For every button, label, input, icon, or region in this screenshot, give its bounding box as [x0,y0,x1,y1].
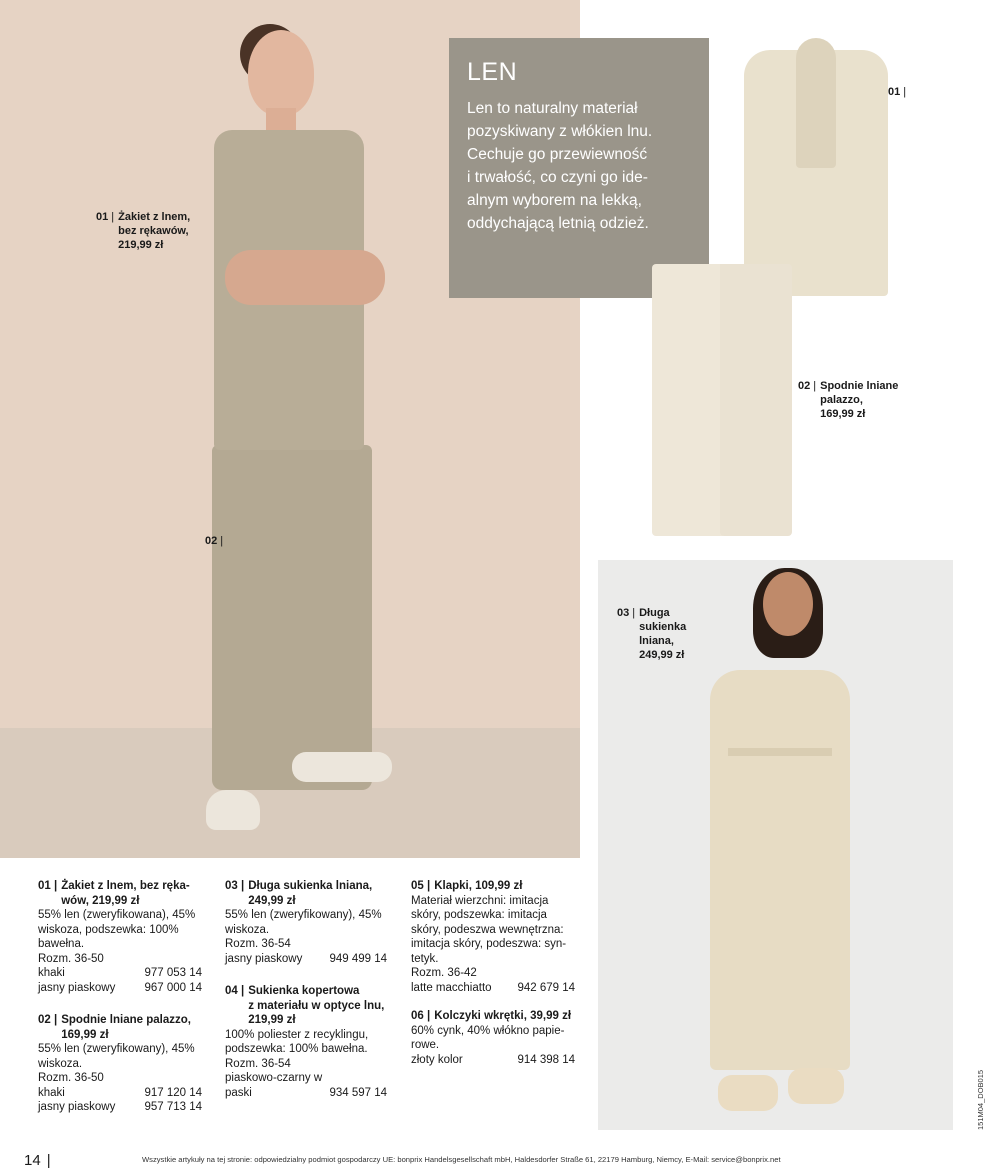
product-detail: 55% len (zweryfikowany), 45% [225,909,382,921]
info-line: i trwałość, co czyni go ide- [467,169,648,186]
trousers-product-image [652,264,792,538]
callout-line: 249,99 zł [639,649,685,661]
page-number-value: 14 [24,1152,41,1169]
callout-line: Spodnie lniane [820,380,899,392]
callout-divider: | [111,211,115,223]
product-number: 04 | [225,985,245,997]
product-detail: wiskoza. [38,1057,83,1070]
product-detail: skóry, podszewka: imitacja [411,909,547,921]
info-line: pozyskiwany z włókien lnu. [467,123,653,140]
product-title: Klapki, 109,99 zł [434,880,523,892]
product-heading [411,1009,575,1024]
dress-model-sandal-right [788,1068,844,1104]
info-line: oddychającą letnią odzież. [467,215,649,232]
product-variant: jasny piaskowy 957 713 14 [38,1101,202,1113]
catalog-code: 151M04_DOB015 [976,1069,985,1130]
product-description-05 [411,879,575,995]
info-box-title: LEN [467,58,518,86]
dress-belt [728,748,832,756]
product-detail: 60% cynk, 40% włókno papie- [411,1024,565,1037]
callout-trousers-left [205,534,227,548]
product-number: 05 | [411,880,431,892]
info-line: Len to naturalny materiał [467,100,638,117]
product-detail: wiskoza. [225,923,270,936]
product-heading [411,879,575,894]
product-number: 01 | [38,880,58,892]
product-detail: podszewka: 100% bawełna. [225,1043,368,1055]
product-heading [225,984,387,1028]
callout-number: 02 [798,380,811,392]
model-sandal-left [206,790,260,830]
product-description-03 [225,879,387,966]
product-detail: bawełna. [38,938,85,950]
page-number-divider: | [46,1152,51,1169]
callout-divider: | [220,535,224,547]
product-variant: jasny piaskowy 949 499 14 [225,952,387,965]
product-heading [225,879,387,908]
product-title: Spodnie lniane palazzo, 169,99 zł [61,1014,191,1041]
callout-trousers-product [798,379,898,421]
linen-dress [710,670,850,1070]
model-crossed-arms [225,250,385,305]
vest-collar [796,38,836,168]
description-column-2 [225,879,387,1114]
product-title: Kolczyki wkrętki, 39,99 zł [434,1010,572,1022]
product-size: Rozm. 36-54 [225,938,291,950]
product-detail: 55% len (zweryfikowany), 45% [38,1043,195,1055]
product-size: Rozm. 36-42 [411,967,477,979]
callout-dress [617,606,686,662]
product-detail: piaskowo-czarny w [225,1072,323,1084]
product-detail: 100% poliester z recyklingu, [225,1028,369,1041]
product-title: Długa sukienka lniana, 249,99 zł [248,880,373,907]
callout-line: Żakiet z lnem, [118,211,191,223]
linen-info-box [449,38,709,298]
product-variant: złoty kolor 914 398 14 [411,1053,575,1066]
product-variant: jasny piaskowy 967 000 14 [38,981,202,994]
callout-divider: | [813,380,817,392]
product-detail: tetyk. [411,952,439,965]
model-linen-trousers [212,445,372,790]
model-sandal-right [292,752,392,782]
product-detail: 55% len (zweryfikowana), 45% [38,909,196,921]
callout-line: palazzo, [820,394,863,406]
product-size: Rozm. 36-50 [38,1072,104,1084]
product-heading [38,1013,202,1042]
callout-number: 02 [205,535,218,547]
description-column-1 [38,879,202,1129]
callout-number: 03 [617,607,630,619]
callout-divider: | [632,607,636,619]
product-heading [38,879,202,908]
callout-text [639,606,686,662]
product-size: Rozm. 36-54 [225,1057,291,1070]
product-title: Sukienka kopertowa z materiału w optyce lnu, 219,99 zł [248,985,385,1026]
product-number: 03 | [225,880,245,892]
callout-line: 219,99 zł [118,239,164,251]
callout-vest-left [96,210,190,252]
callout-line: lniana, [639,635,674,647]
callout-divider: | [903,86,907,98]
description-column-3 [411,879,575,1081]
page-number [24,1152,51,1169]
dress-model-head [763,572,813,636]
product-number: 06 | [411,1010,431,1022]
product-size: Rozm. 36-50 [38,952,104,965]
model-head [248,30,314,116]
product-title: Żakiet z lnem, bez ręka- wów, 219,99 zł [61,880,190,907]
product-detail: Materiał wierzchni: imitacja [411,894,549,907]
product-variant: khaki 977 053 14 [38,967,202,979]
callout-number: 01 [96,211,109,223]
callout-line: 169,99 zł [820,408,866,420]
trousers-leg [720,264,792,536]
callout-number: 01 [888,86,901,98]
callout-line: Długa [639,607,670,619]
product-number: 02 | [38,1014,58,1026]
trousers-leg [652,264,726,536]
product-description-04 [225,984,387,1100]
product-variant: paski 934 597 14 [225,1086,387,1099]
callout-line: sukienka [639,621,687,633]
callout-vest-product [888,85,910,99]
vest-product-image [744,38,888,296]
info-box-text [467,97,691,235]
callout-text [118,210,190,252]
info-line: alnym wyborem na lekką, [467,192,642,209]
callout-line: bez rękawów, [118,225,189,237]
product-description-01 [38,879,202,995]
dress-model-sandal-left [718,1075,778,1111]
product-variant: latte macchiatto 942 679 14 [411,981,575,994]
product-detail: rowe. [411,1039,440,1051]
info-line: Cechuje go przewiewność [467,146,648,163]
product-detail: imitacja skóry, podeszwa: syn- [411,938,567,950]
callout-text [820,379,898,421]
product-description-06 [411,1009,575,1067]
product-detail: wiskoza, podszewka: 100% [38,923,179,936]
product-variant: khaki 917 120 14 [38,1086,202,1099]
product-detail: skóry, podeszwa wewnętrzna: [411,923,564,936]
product-description-02 [38,1013,202,1115]
footer-legal-text: Wszystkie artykuły na tej stronie: odpowiedzialny podmiot gospodarczy UE: bonprix Handelsgesellschaft mbH, Haldesdorfer Straße 61, 22179 Hamburg, Niemcy, E-Mail: service@bonprix.net [142,1155,781,1164]
